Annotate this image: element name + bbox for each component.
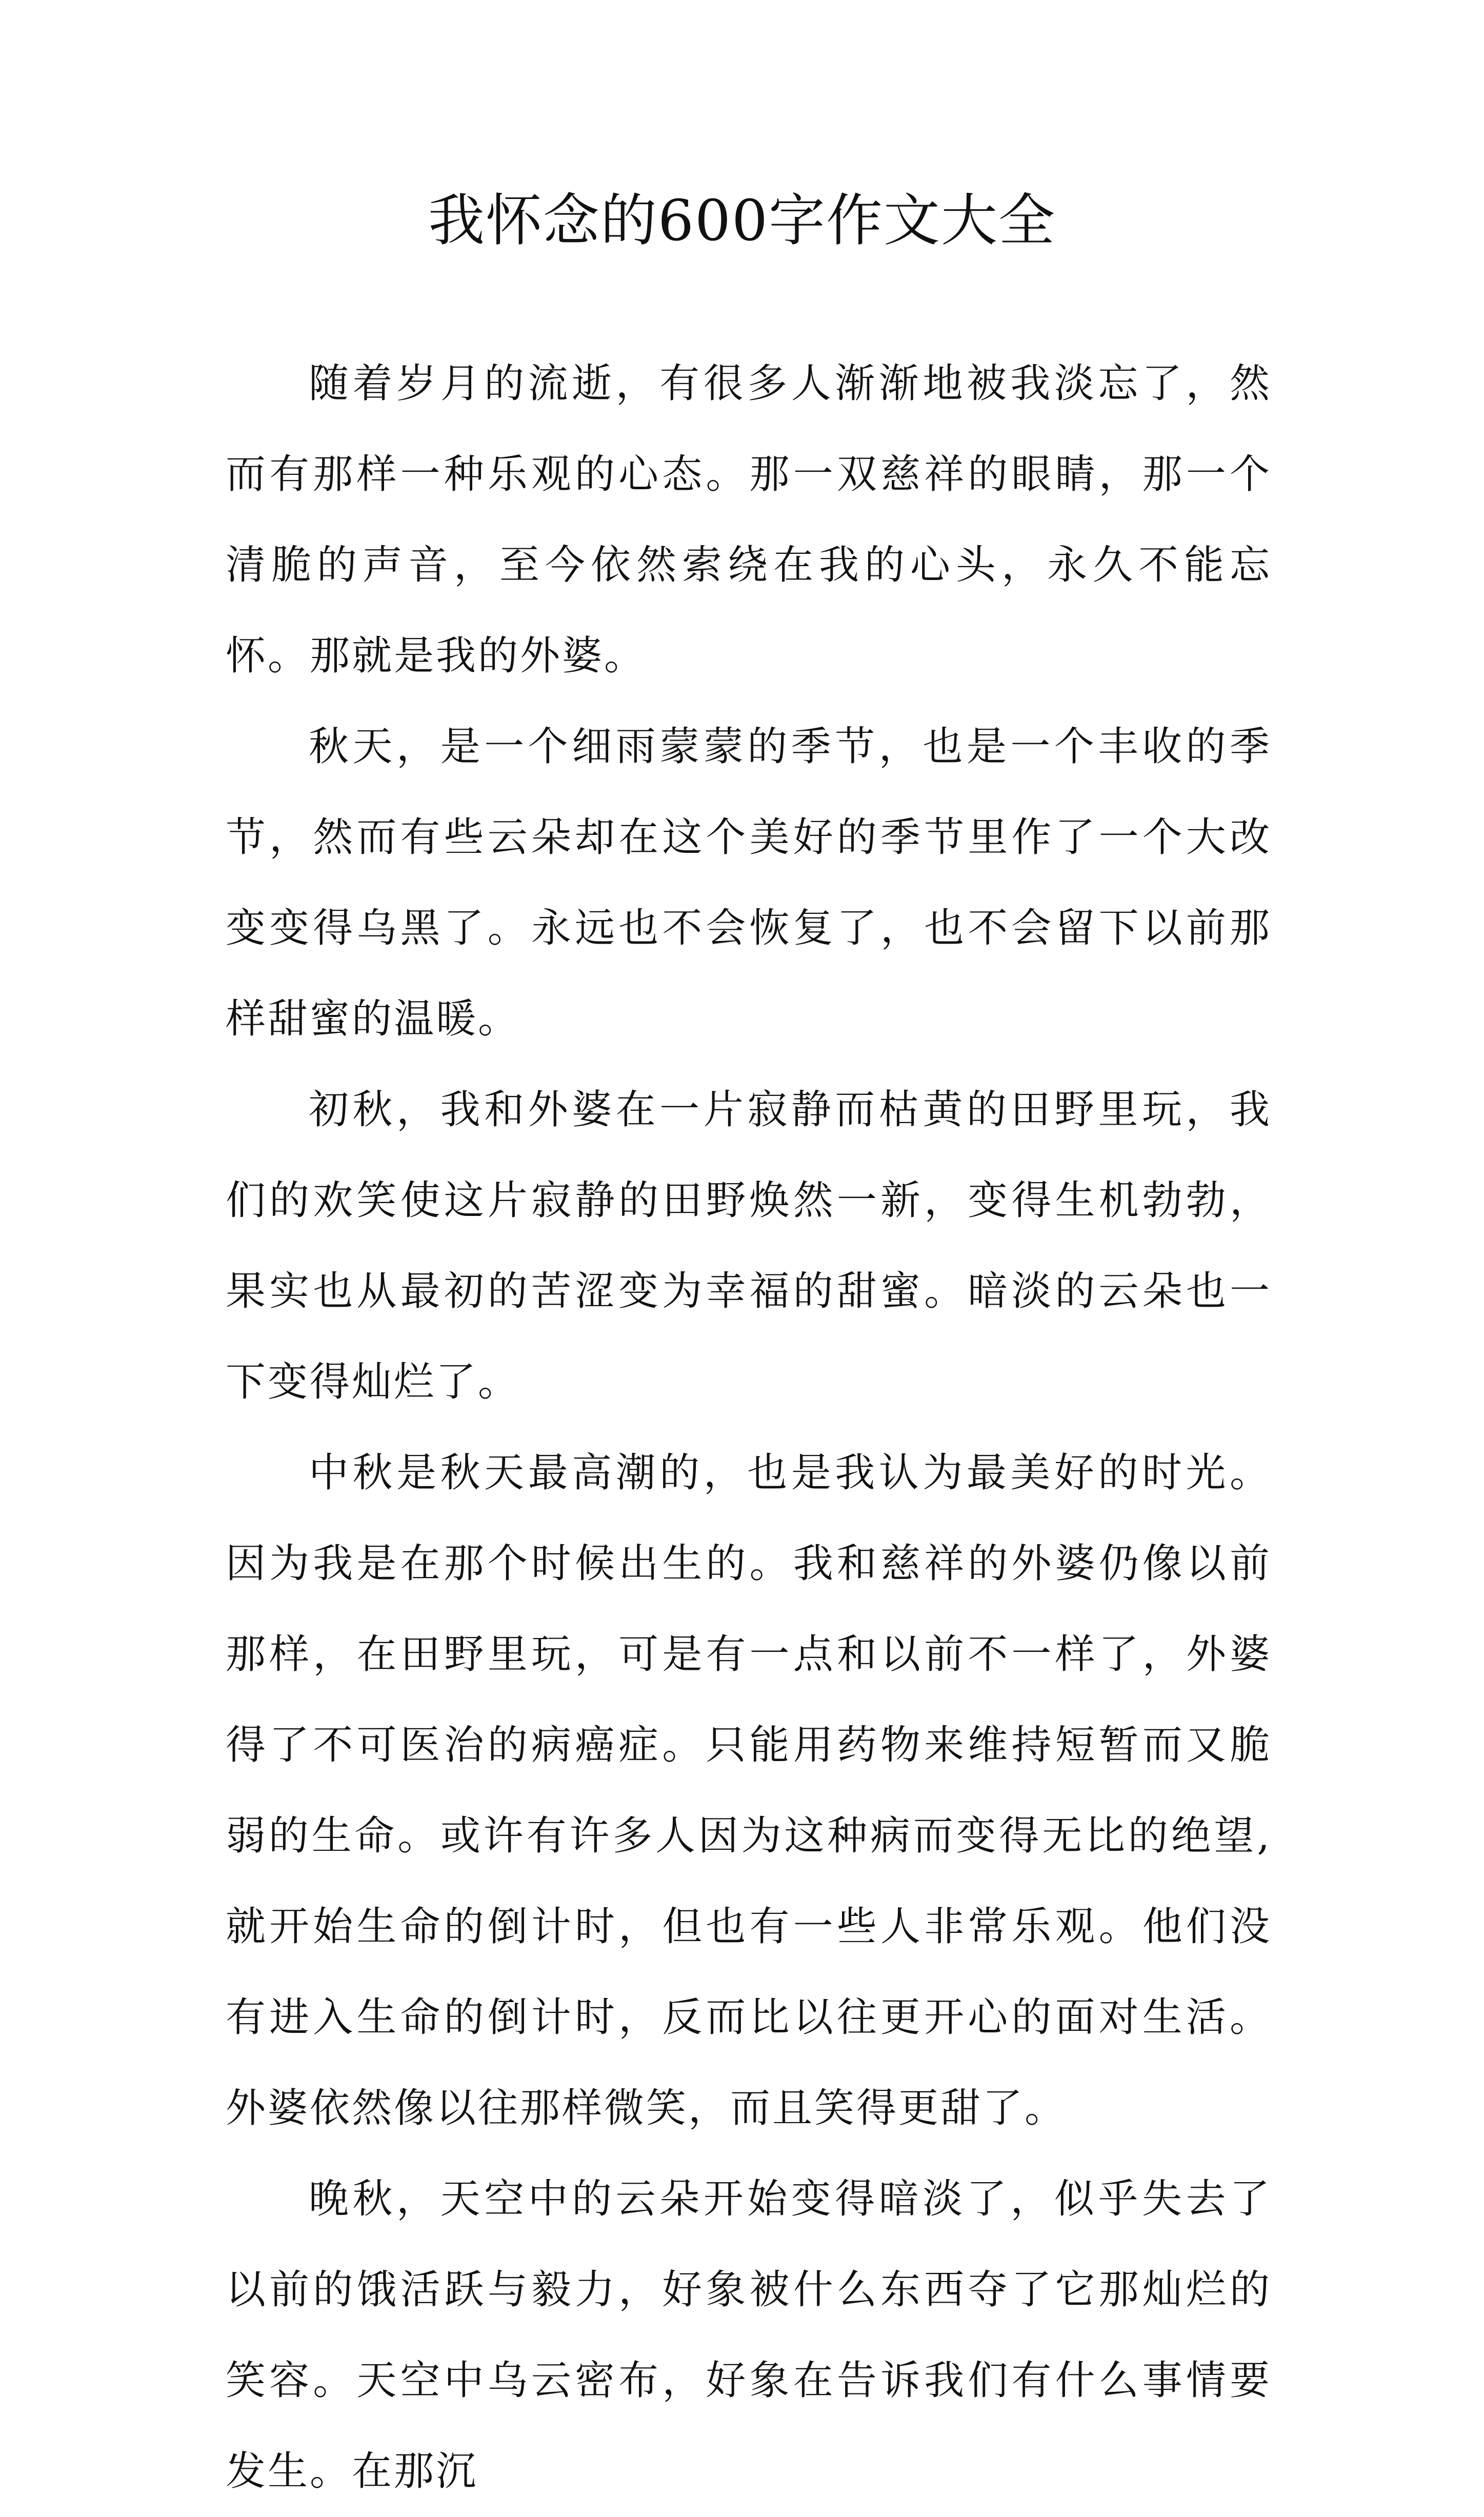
paragraph-3: 初秋，我和外婆在一片寂静而枯黄的田野里玩，我们的欢笑使这片寂静的田野焕然一新，变得生机勃勃，果实也从最初的苦涩变为幸福的甜蜜。暗淡的云朵也一下变得灿烂了。 xyxy=(226,1087,1272,1405)
document-body xyxy=(226,338,1272,2517)
document-title: 我怀念的600字作文大全 xyxy=(428,188,1056,253)
paragraph-2: 秋天，是一个细雨蒙蒙的季节，也是一个丰收的季节，然而有些云朵却在这个美好的季节里作了一个大改变变得乌黑了。永远也不会恢复了，也不会留下以前那样甜蜜的温暖。 xyxy=(226,724,1272,1042)
paragraph-1: 随着岁月的流逝，有很多人渐渐地被我淡忘了，然而有那样一种乐观的心态。那一双慈祥的眼睛，那一个清脆的声音，至今依然索绕在我的心头，永久不能忘怀。那就是我的外婆。 xyxy=(226,361,1272,679)
paragraph-4: 中秋是秋天最高潮的，也是我认为最美好的时光。因为我是在那个时候出生的。我和慈祥的外婆仍像以前那样，在田野里玩，可是有一点和以前不一样了，外婆得了不可医治的病癌症。只能用药物来维持短暂而又脆弱的生命。或许有许多人因为这种病而变得无比的绝望,就开始生命的倒计时，但也有一些人非常乐观。他们没有进入生命的倒计时，反而比以往更开心的面对生活。外婆依然像以往那样微笑，而且笑得更甜了。 xyxy=(226,1450,1272,2131)
paragraph-5: 晚秋，天空中的云朵开始变得暗淡了，似乎失去了以前的饿活跃与毅力，好象被什么东西夺了它那灿烂的笑容。天空中乌云密布，好象在告诉我们有什么事情要发生。在那沉 xyxy=(226,2176,1272,2494)
